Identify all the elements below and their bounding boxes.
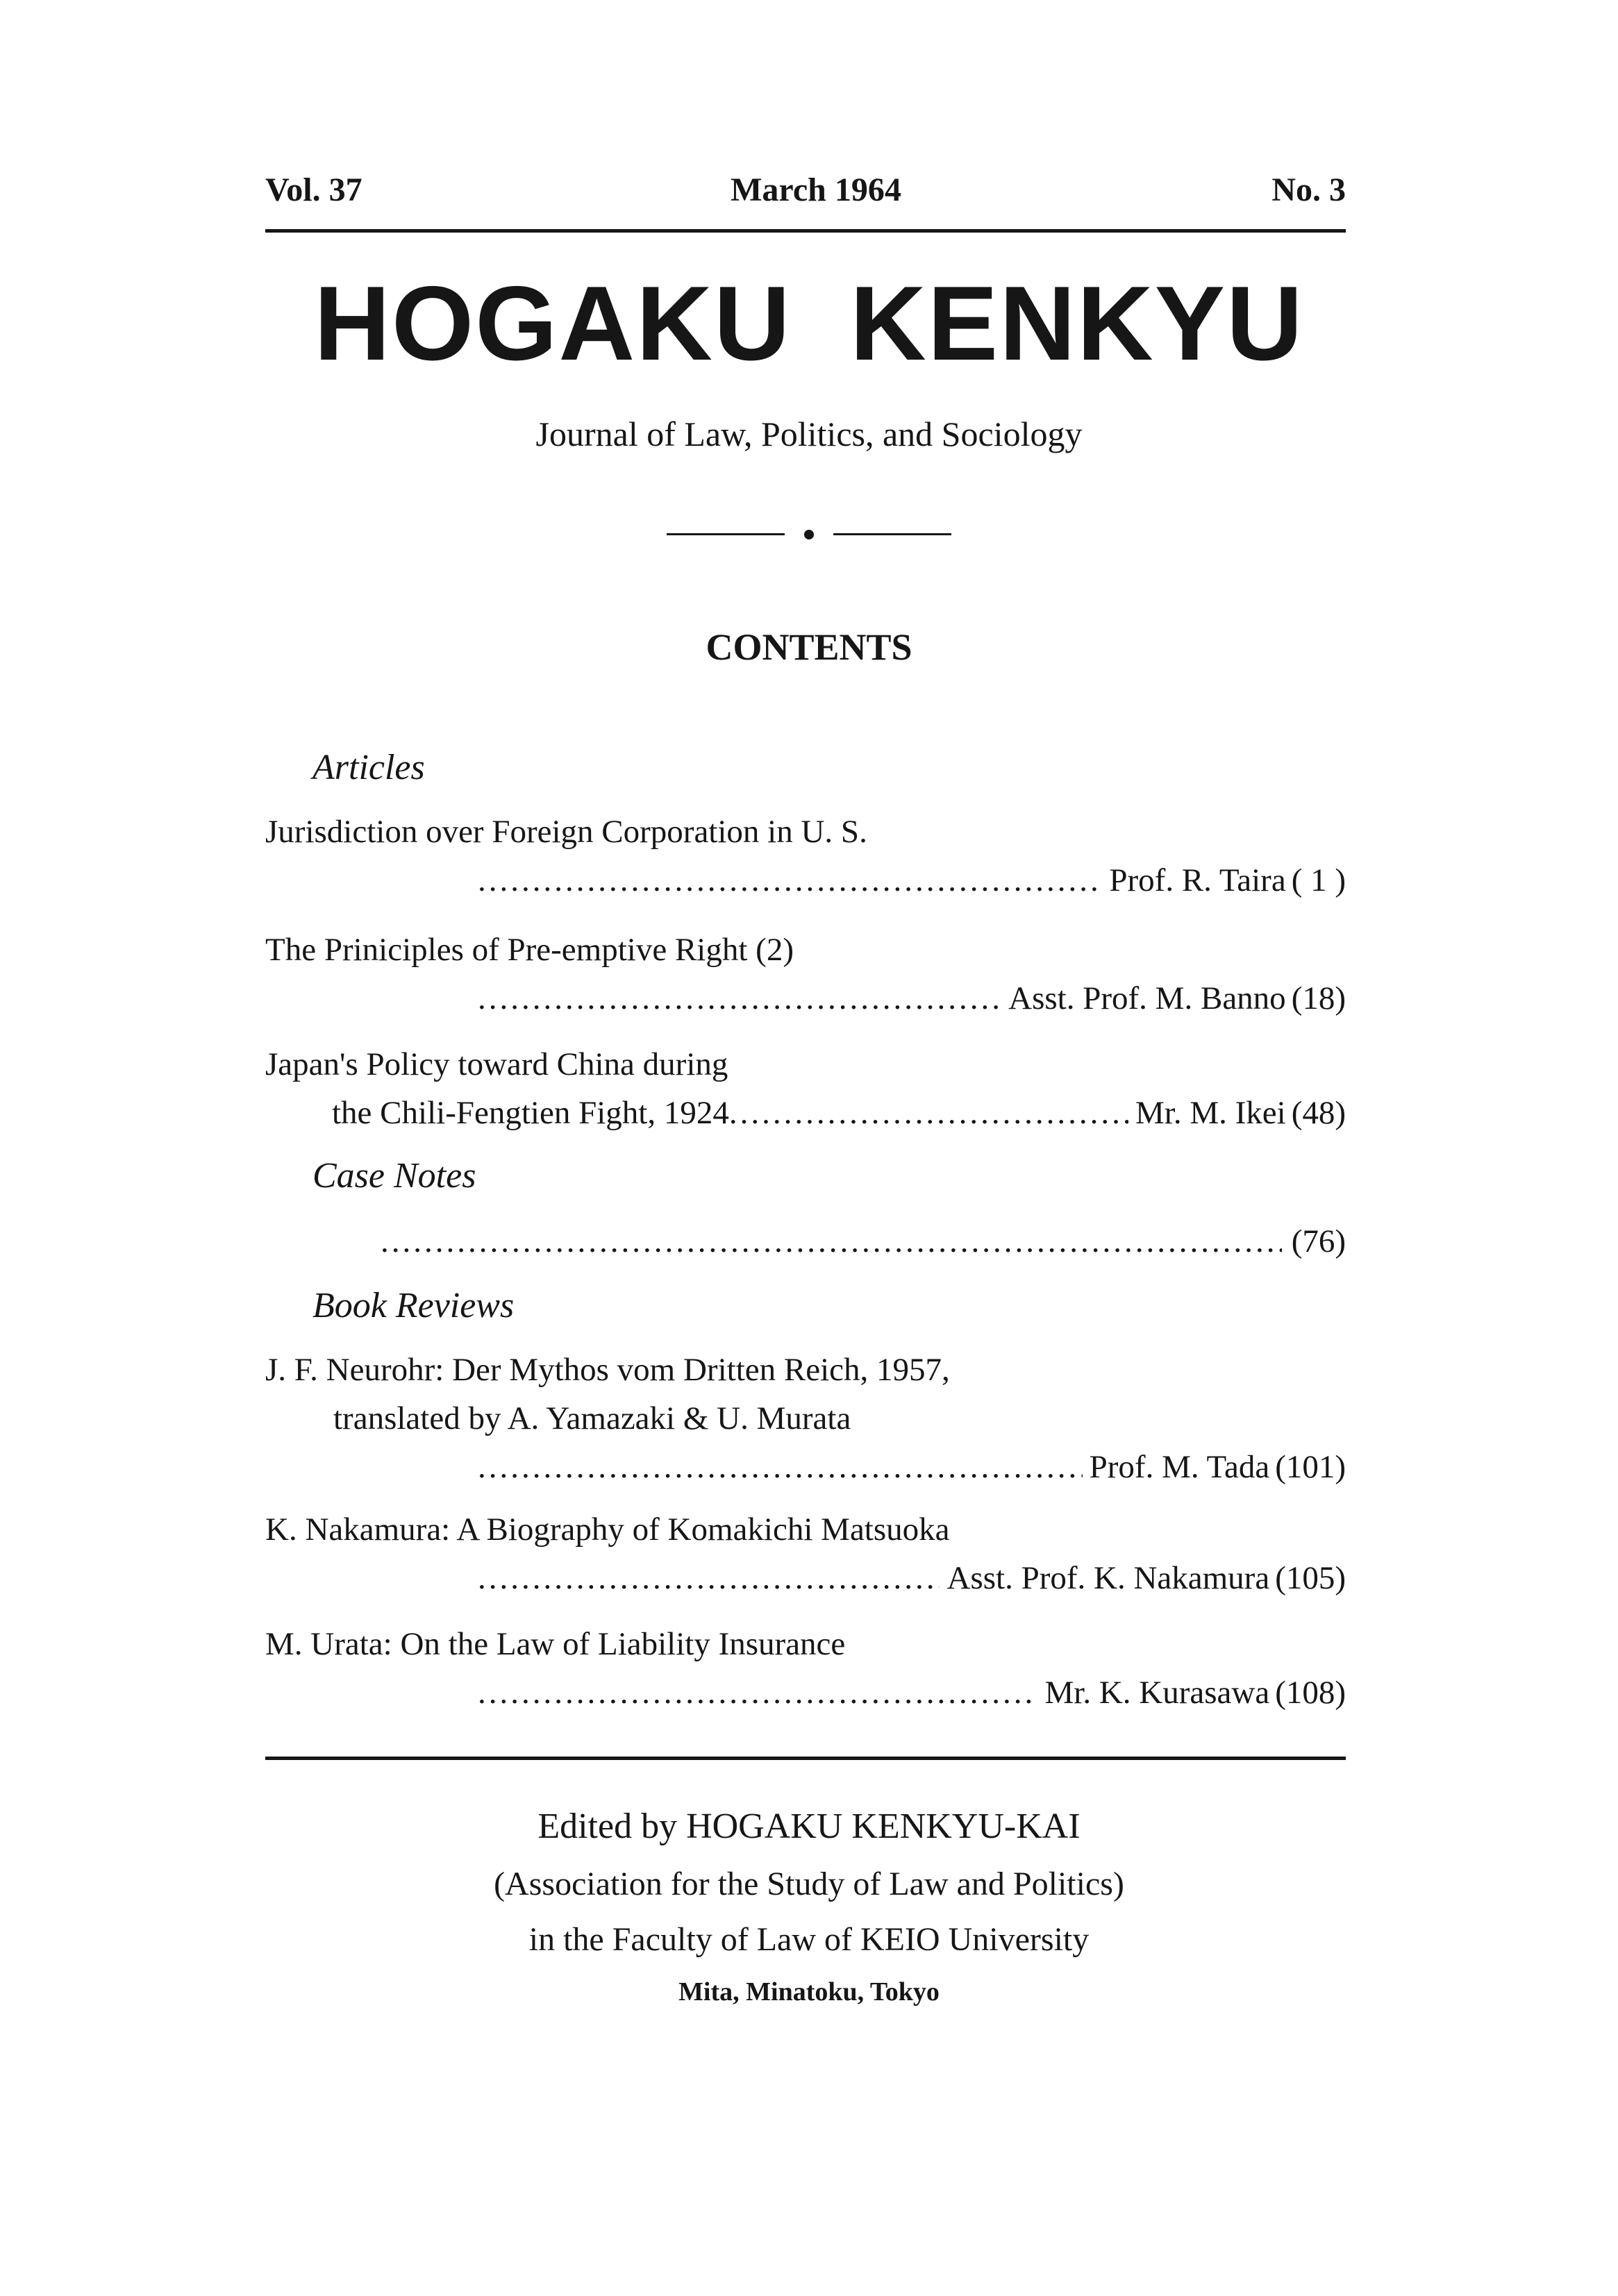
dot-leader xyxy=(478,1562,940,1595)
section-articles: Articles xyxy=(312,748,425,787)
entry-2-ref xyxy=(478,982,1346,1015)
entry-4-ref xyxy=(381,1225,1346,1258)
entry-3-page: (48) xyxy=(1291,1095,1346,1131)
entry-3-ref xyxy=(332,1097,1346,1130)
footer-rule xyxy=(265,1757,1346,1760)
dot-leader xyxy=(478,864,1102,897)
entry-2-author: Asst. Prof. M. Banno xyxy=(1008,980,1286,1016)
entry-1-page: ( 1 ) xyxy=(1291,862,1346,898)
entry-5-author: Prof. M. Tada xyxy=(1089,1449,1270,1485)
association-name: (Association for the Study of Law and Politics) xyxy=(494,1866,1124,1902)
entry-6-author: Asst. Prof. K. Nakamura xyxy=(946,1560,1270,1596)
entry-6-ref xyxy=(478,1562,1346,1595)
header-rule xyxy=(265,229,1346,233)
issue-number: No. 3 xyxy=(1271,171,1346,208)
entry-7-author: Mr. K. Kurasawa xyxy=(1044,1675,1270,1711)
entry-2-page: (18) xyxy=(1291,980,1346,1016)
entry-5-ref xyxy=(478,1451,1346,1484)
dot-leader xyxy=(478,982,1001,1015)
entry-5-title: J. F. Neurohr: Der Mythos vom Dritten Reich, 1957, xyxy=(265,1352,950,1388)
contents-heading: CONTENTS xyxy=(706,626,912,668)
ornament-divider xyxy=(667,528,951,542)
entry-5-title-cont: translated by A. Yamazaki & U. Murata xyxy=(333,1400,851,1436)
entry-4-page: (76) xyxy=(1291,1223,1346,1259)
section-book-reviews: Book Reviews xyxy=(312,1286,515,1325)
entry-7-ref xyxy=(478,1677,1346,1709)
entry-3-title-cont: the Chili-Fengtien Fight, 1924 xyxy=(332,1095,729,1131)
entry-6-title: K. Nakamura: A Biography of Komakichi Matsuoka xyxy=(265,1511,950,1548)
address-line: Mita, Minatoku, Tokyo xyxy=(678,1977,940,2006)
volume-label: Vol. 37 xyxy=(265,171,362,208)
ornament-line-right xyxy=(833,533,951,535)
edited-by: Edited by HOGAKU KENKYU-KAI xyxy=(537,1807,1081,1846)
ornament-line-left xyxy=(667,533,785,535)
issue-date: March 1964 xyxy=(731,171,901,208)
entry-1-author: Prof. R. Taira xyxy=(1109,862,1286,898)
entry-3-title: Japan's Policy toward China during xyxy=(265,1046,728,1082)
dot-leader xyxy=(381,1225,1282,1258)
dot-leader xyxy=(478,1451,1083,1484)
journal-subtitle: Journal of Law, Politics, and Sociology xyxy=(535,414,1083,453)
dot-leader xyxy=(478,1677,1037,1709)
ornament-dot xyxy=(804,530,814,539)
journal-title: HOGAKU KENKYU xyxy=(314,265,1304,383)
entry-3-author: Mr. M. Ikei xyxy=(1135,1095,1286,1131)
dot-leader xyxy=(729,1097,1128,1130)
entry-5-page: (101) xyxy=(1275,1449,1346,1485)
entry-2-title: The Priniciples of Pre-emptive Right (2) xyxy=(265,932,794,968)
entry-1-ref xyxy=(478,864,1346,897)
entry-7-page: (108) xyxy=(1275,1675,1346,1711)
faculty-line: in the Faculty of Law of KEIO University xyxy=(528,1921,1090,1958)
entry-6-page: (105) xyxy=(1275,1560,1346,1596)
entry-1-title: Jurisdiction over Foreign Corporation in U. S. xyxy=(265,814,867,850)
entry-7-title: M. Urata: On the Law of Liability Insurance xyxy=(265,1626,846,1662)
section-case-notes: Case Notes xyxy=(312,1156,476,1196)
